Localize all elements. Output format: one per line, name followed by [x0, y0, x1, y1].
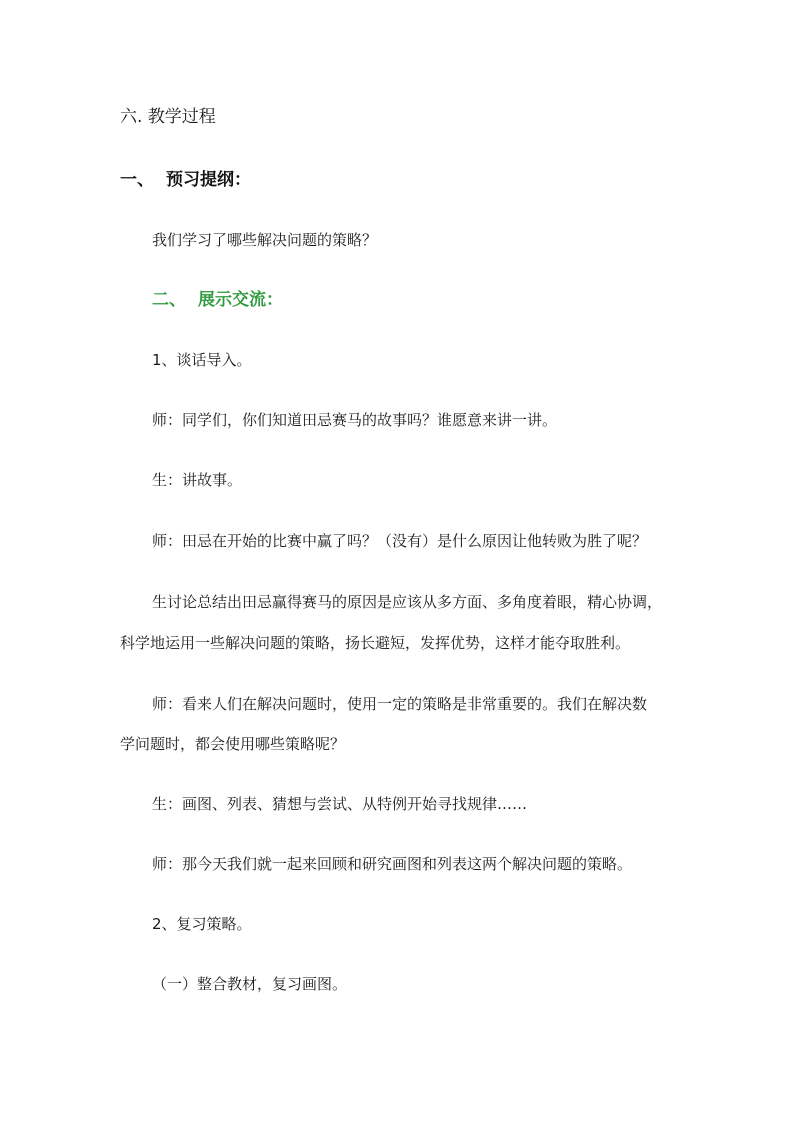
subsection-1: （一）整合教材，复习画图。	[152, 975, 348, 993]
step-1: 1、谈话导入。	[152, 351, 252, 369]
paragraph-teacher-1: 师：同学们，你们知道田忌赛马的故事吗？谁愿意来讲一讲。	[152, 411, 558, 429]
step-2: 2、复习策略。	[152, 915, 252, 933]
paragraph-teacher-3-line-1: 师：看来人们在解决问题时，使用一定的策略是非常重要的。我们在解决数	[152, 695, 648, 713]
paragraph-student-2-line-1: 生讨论总结出田忌赢得赛马的原因是应该从多方面、多角度着眼，精心协调，	[152, 593, 663, 611]
section-title: 六. 教学过程	[120, 107, 216, 127]
heading-preview-outline	[120, 170, 251, 190]
paragraph-student-2-line-2: 科学地运用一些解决问题的策略，扬长避短，发挥优势，这样才能夺取胜利。	[120, 634, 631, 652]
heading-number: 二、	[152, 290, 186, 310]
heading-text: 预习提纲：	[166, 170, 251, 190]
heading-text: 展示交流：	[198, 290, 283, 310]
paragraph-teacher-3-line-2: 学问题时，都会使用哪些策略呢？	[120, 735, 346, 753]
paragraph-teacher-4: 师：那今天我们就一起来回顾和研究画图和列表这两个解决问题的策略。	[152, 855, 633, 873]
heading-number: 一、	[120, 170, 154, 190]
paragraph-question: 我们学习了哪些解决问题的策略？	[152, 231, 378, 249]
heading-show-exchange	[152, 290, 283, 310]
paragraph-student-1: 生：讲故事。	[152, 471, 243, 489]
paragraph-teacher-2: 师：田忌在开始的比赛中赢了吗？（没有）是什么原因让他转败为胜了呢？	[152, 532, 648, 550]
paragraph-student-3: 生：画图、列表、猜想与尝试、从特例开始寻找规律……	[152, 795, 528, 813]
